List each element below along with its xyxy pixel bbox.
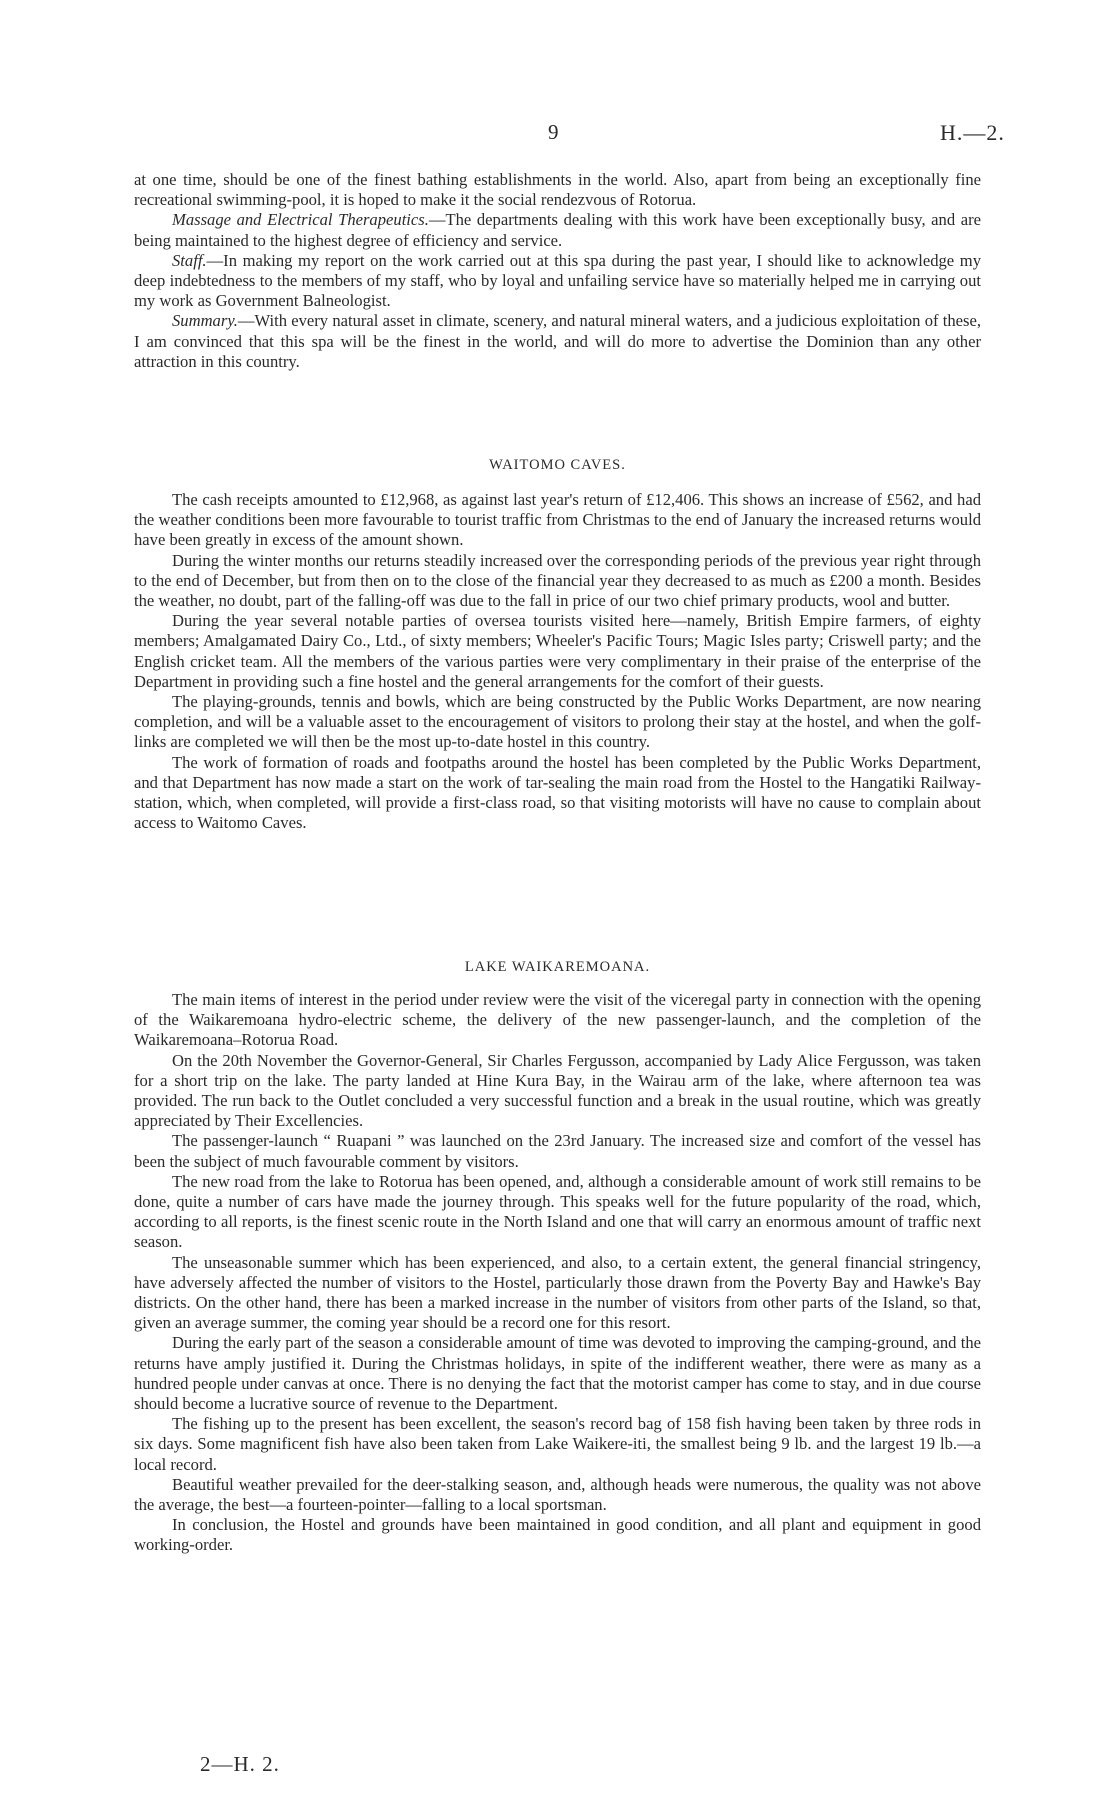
paragraph: On the 20th November the Governor-General, Sir Charles Fergusson, accompanied by Lady Alice Fergusson, was taken for a short trip on the lake. The party landed at Hine Kura Bay, in the Wairau arm of the lake, where afternoon tea was provided. The run back to the Outlet concluded a very successful function and a break in the usual routine, which was greatly appreciated by Their Excellencies.	[134, 1050, 981, 1131]
page-number: 9	[548, 120, 559, 144]
paragraph: The new road from the lake to Rotorua has been opened, and, although a considerable amount of work still remains to be done, quite a number of cars have made the journey through. This speaks well for the future popularity of the road, which, according to all reports, is the finest scenic route in the North Island and one that will carry an enormous amount of traffic next season.	[134, 1171, 981, 1252]
paragraph-text: —With every natural asset in climate, scenery, and natural mineral waters, and a judicious exploitation of these, I am convinced that this spa will be the finest in the world, and will do more to advertise the Dominion than any other attraction in this country.	[134, 311, 981, 371]
paragraph-text: —The departments dealing with this work have been exceptionally busy, and are being maintained to the highest degree of efficiency and service.	[134, 210, 981, 250]
run-in-heading: Summary.	[172, 311, 238, 331]
paragraph: The playing-grounds, tennis and bowls, which are being constructed by the Public Works Department, are now nearing completion, and will be a valuable asset to the encouragement of visitors to prolong their stay at the hostel, and when the golf-links are completed we will then be the most up-to-date hostel in this country.	[134, 692, 981, 752]
section-heading: WAITOMO CAVES.	[489, 457, 626, 473]
paragraph: The fishing up to the present has been excellent, the season's record bag of 158 fish having been taken by three rods in six days. Some magnificent fish have also been taken from Lake Waikere-iti, the smallest being 9 lb. and the largest 19 lb.—a local record.	[134, 1414, 981, 1474]
paragraph	[134, 210, 981, 250]
page-header	[0, 120, 1114, 150]
section-heading: LAKE WAIKAREMOANA.	[464, 959, 651, 975]
run-in-heading: Massage and Electrical Therapeutics.	[172, 210, 429, 230]
paragraph: During the winter months our returns steadily increased over the corresponding periods of the previous year right through to the end of December, but from then on to the close of the financial year they decreased to as much as £200 a month. Besides the weather, no doubt, part of the falling-off was due to the fall in price of our two chief primary products, wool and butter.	[134, 550, 981, 611]
paragraph: The cash receipts amounted to £12,968, as against last year's return of £12,406. This shows an increase of £562, and had the weather conditions been more favourable to tourist traffic from Christmas to the end of January the increased returns would have been greatly in excess of the amount shown.	[134, 490, 981, 550]
paragraph: The unseasonable summer which has been experienced, and also, to a certain extent, the general financial stringency, have adversely affected the number of visitors to the Hostel, particularly those drawn from the Poverty Bay and Hawke's Bay districts. On the other hand, there has been a marked increase in the number of visitors from other parts of the Island, so that, given an average summer, the coming year should be a record one for this resort.	[134, 1252, 981, 1333]
paragraph: Beautiful weather prevailed for the deer-stalking season, and, although heads were numerous, the quality was not above the average, the best—a fourteen-pointer—falling to a local sportsman.	[134, 1474, 981, 1515]
paragraph: In conclusion, the Hostel and grounds have been maintained in good condition, and all plant and equipment in good working-order.	[134, 1515, 981, 1555]
paragraph: During the year several notable parties of oversea tourists visited here—namely, British Empire farmers, of eighty members; Amalgamated Dairy Co., Ltd., of sixty members; Wheeler's Pacific Tours; Magic Isles party; Criswell party; and the English cricket team. All the members of the various parties were very complimentary in their praise of the enterprise of the Department in providing such a fine hostel and the general arrangements for the comfort of their guests.	[134, 611, 981, 691]
run-in-heading: Staff.	[172, 250, 207, 270]
waikaremoana-section	[134, 958, 981, 1556]
paragraph	[134, 311, 981, 372]
document-code: H.—2.	[940, 120, 1005, 145]
paragraph-text: —In making my report on the work carried out at this spa during the past year, I should like to acknowledge my deep indebtedness to the members of my staff, who by loyal and unfailing service have so materially helped me in carrying out my work as Government Balneologist.	[134, 250, 981, 311]
paragraph: During the early part of the season a considerable amount of time was devoted to improving the camping-ground, and the returns have amply justified it. During the Christmas holidays, in spite of the indifferent weather, there were as many as a hundred people under canvas at once. There is no denying the fact that the motorist camper has come to stay, and in due course should become a lucrative source of revenue to the Department.	[134, 1333, 981, 1414]
intro-section	[134, 170, 981, 372]
paragraph: The passenger-launch “ Ruapani ” was launched on the 23rd January. The increased size and comfort of the vessel has been the subject of much favourable comment by visitors.	[134, 1131, 981, 1171]
page-signature: 2—H. 2.	[200, 1752, 280, 1776]
paragraph	[134, 251, 981, 312]
waitomo-section	[134, 456, 981, 833]
paragraph: The main items of interest in the period under review were the visit of the viceregal party in connection with the opening of the Waikaremoana hydro-electric scheme, the delivery of the new passenger-launch, and the completion of the Waikaremoana–Rotorua Road.	[134, 990, 981, 1050]
paragraph: The work of formation of roads and footpaths around the hostel has been completed by the Public Works Department, and that Department has now made a start on the work of tar-sealing the main road from the Hostel to the Hangatiki Railway-station, which, when completed, will provide a first-class road, so that visiting motorists will have no cause to complain about access to Waitomo Caves.	[134, 752, 981, 833]
paragraph: at one time, should be one of the finest bathing establishments in the world. Also, apart from being an exceptionally fine recreational swimming-pool, it is hoped to make it the social rendezvous of Rotorua.	[134, 170, 981, 210]
